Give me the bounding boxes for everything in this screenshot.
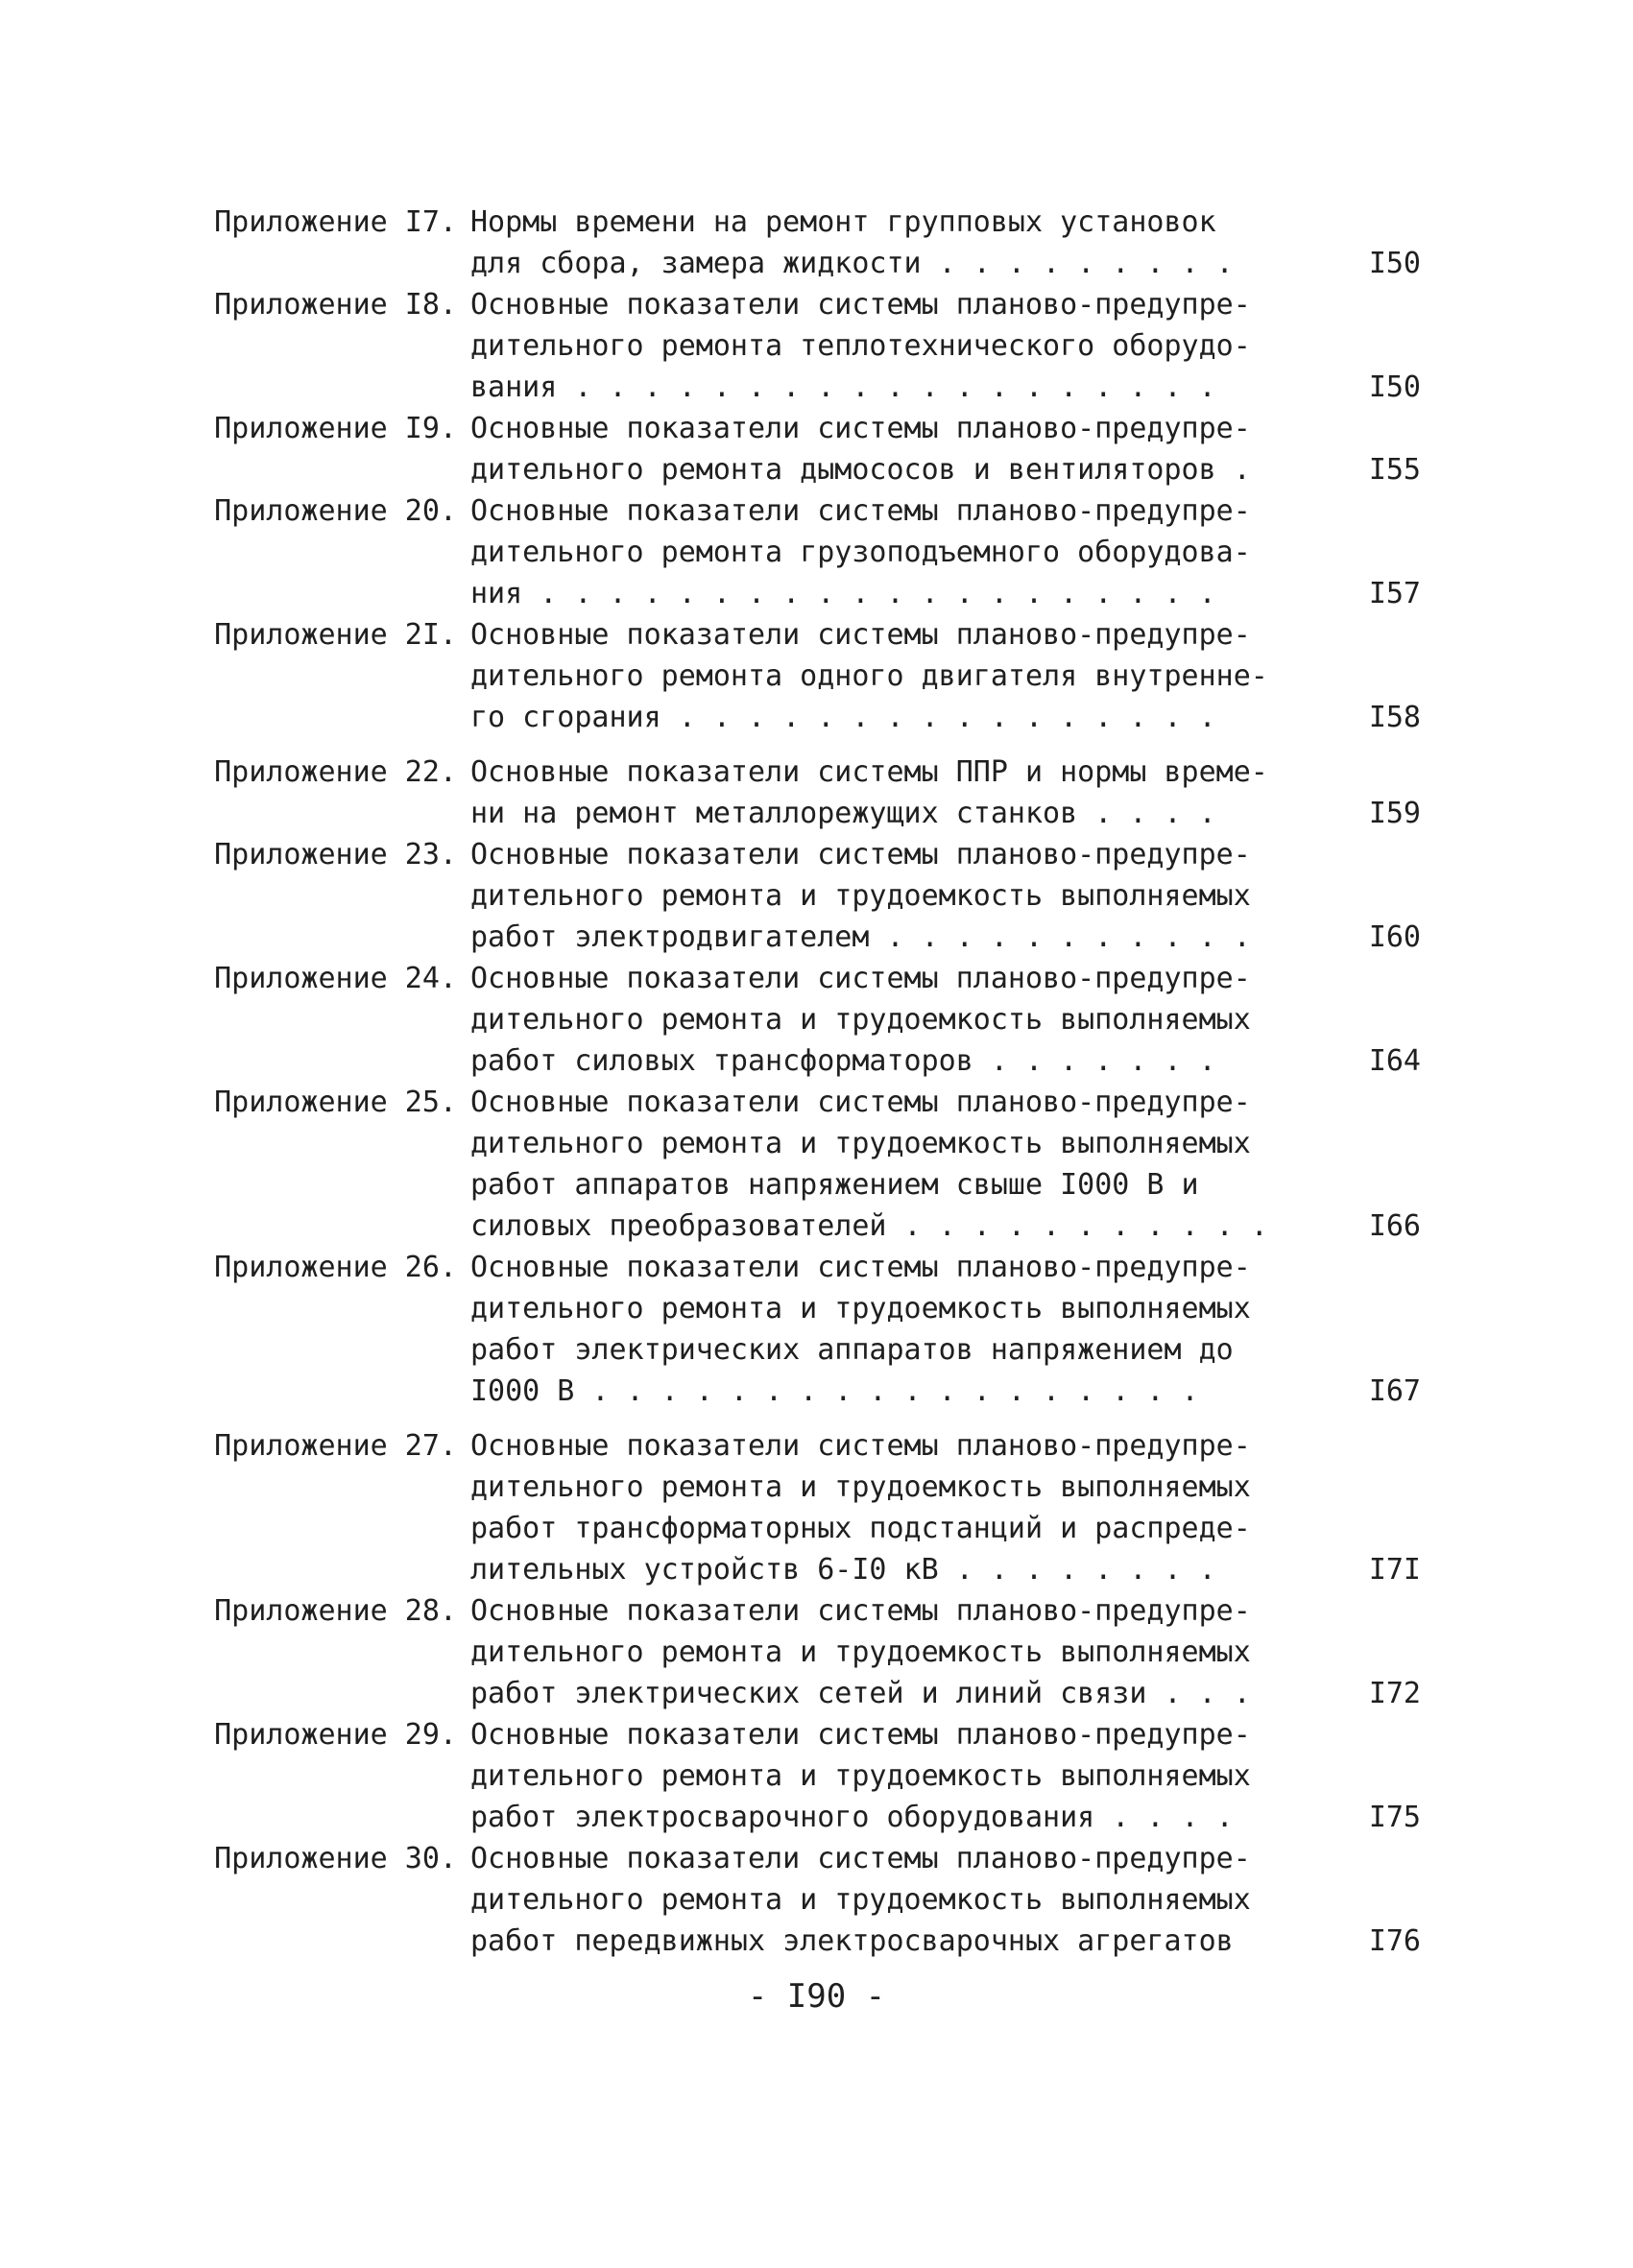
appendix-title: Основные показатели системы планово-предупре- дительного ремонта и трудоемкость выполняемых работ аппаратов напряжением свыше I000 В и силовых преобразователей . . . . . . . . . . .	[470, 1086, 1268, 1243]
appendix-label: Приложение 24.	[214, 962, 457, 995]
appendix-title: Основные показатели системы планово-предупре- дительного ремонта и трудоемкость выполняемых работ электрических сетей и линий связи . . .	[470, 1594, 1251, 1710]
page-reference: I66	[1368, 1209, 1421, 1243]
toc-entry	[192, 1247, 1440, 1412]
toc-entry	[192, 614, 1440, 738]
toc-entry	[192, 752, 1440, 834]
page-reference: I7I	[1368, 1553, 1421, 1587]
table-of-contents	[192, 202, 1440, 1962]
appendix-title: Основные показатели системы планово-предупре- дительного ремонта и трудоемкость выполняемых работ передвижных электросварочных агрегатов	[470, 1842, 1251, 1958]
appendix-title: Основные показатели системы планово-предупре- дительного ремонта и трудоемкость выполняемых работ силовых трансформаторов . . . . . . .	[470, 962, 1251, 1078]
page-reference: I64	[1368, 1044, 1421, 1078]
toc-entry	[192, 1082, 1440, 1247]
toc-entry	[192, 1714, 1440, 1838]
appendix-label: Приложение I9.	[214, 412, 457, 445]
appendix-label: Приложение I7.	[214, 205, 457, 239]
appendix-label: Приложение 26.	[214, 1251, 457, 1284]
appendix-label: Приложение 29.	[214, 1718, 457, 1752]
toc-entry	[192, 284, 1440, 408]
appendix-title: Основные показатели системы планово-предупре- дительного ремонта дымососов и вентиляторов .	[470, 412, 1251, 487]
appendix-title: Основные показатели системы планово-предупре- дительного ремонта и трудоемкость выполняемых работ электросварочного оборудования . . . .	[470, 1718, 1251, 1834]
page-reference: I75	[1368, 1801, 1421, 1834]
page-reference: I50	[1368, 247, 1421, 280]
appendix-title: Основные показатели системы ППР и нормы време- ни на ремонт металлорежущих станков . . . .	[470, 755, 1268, 830]
appendix-label: Приложение 27.	[214, 1429, 457, 1463]
appendix-title: Основные показатели системы планово-предупре- дительного ремонта и трудоемкость выполняемых работ трансформаторных подстанций и распреде- лительных устройств 6-I0 кВ . . . . . . . .	[470, 1429, 1251, 1587]
page-reference: I76	[1368, 1924, 1421, 1958]
appendix-label: Приложение 25.	[214, 1086, 457, 1119]
page-reference: I72	[1368, 1677, 1421, 1710]
appendix-label: Приложение 30.	[214, 1842, 457, 1875]
toc-entry	[192, 490, 1440, 614]
toc-entry	[192, 202, 1440, 284]
page-reference: I67	[1368, 1374, 1421, 1408]
page-reference: I58	[1368, 701, 1421, 734]
appendix-title: Нормы времени на ремонт групповых установок для сбора, замера жидкости . . . . . . . . .	[470, 205, 1234, 280]
appendix-label: Приложение 28.	[214, 1594, 457, 1628]
page-reference: I55	[1368, 453, 1421, 487]
appendix-label: Приложение 23.	[214, 838, 457, 871]
appendix-title: Основные показатели системы планово-предупре- дительного ремонта теплотехнического оборудо- вания . . . . . . . . . . . . . . . . . . .	[470, 288, 1251, 404]
appendix-label: Приложение 20.	[214, 494, 457, 528]
appendix-title: Основные показатели системы планово-предупре- дительного ремонта грузоподъемного оборудова- ния . . . . . . . . . . . . . . . . . . . .	[470, 494, 1251, 610]
appendix-title: Основные показатели системы планово-предупре- дительного ремонта и трудоемкость выполняемых работ электродвигателем . . . . . . . . . . .	[470, 838, 1251, 954]
page-reference: I57	[1368, 577, 1421, 610]
appendix-label: Приложение I8.	[214, 288, 457, 322]
appendix-title: Основные показатели системы планово-предупре- дительного ремонта одного двигателя внутренне- го сгорания . . . . . . . . . . . . . . . .	[470, 618, 1268, 734]
toc-entry	[192, 834, 1440, 958]
appendix-title: Основные показатели системы планово-предупре- дительного ремонта и трудоемкость выполняемых работ электрических аппаратов напряжением до I000 В . . . . . . . . . . . . . . . . . .	[470, 1251, 1251, 1408]
toc-entry	[192, 1838, 1440, 1962]
page-reference: I50	[1368, 370, 1421, 404]
toc-entry	[192, 1425, 1440, 1590]
page-reference: I60	[1368, 920, 1421, 954]
toc-entry	[192, 1590, 1440, 1714]
appendix-label: Приложение 2I.	[214, 618, 457, 652]
page-number-footer: - I90 -	[747, 1977, 886, 2016]
appendix-label: Приложение 22.	[214, 755, 457, 789]
toc-entry	[192, 408, 1440, 490]
toc-entry	[192, 958, 1440, 1082]
page-reference: I59	[1368, 797, 1421, 830]
